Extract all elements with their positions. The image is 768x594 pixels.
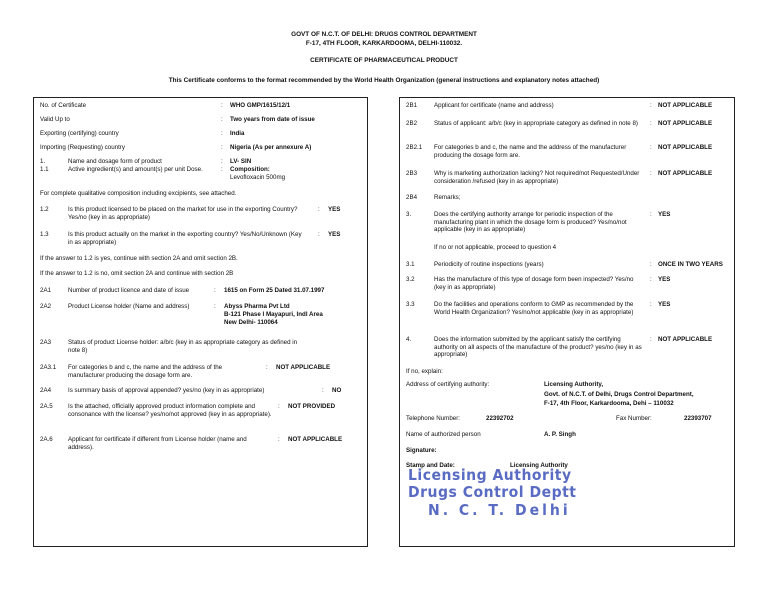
importing-label: Importing (Requesting) country xyxy=(40,144,125,151)
colon: : xyxy=(318,206,320,213)
q31-num: 3.1 xyxy=(406,261,415,268)
colon: : xyxy=(650,120,652,127)
fax-label: Fax Number: xyxy=(616,415,652,422)
telephone-value: 22392702 xyxy=(486,415,514,422)
b1-value: NOT APPLICABLE xyxy=(658,102,713,109)
stamp-line-3: N. C. T. Delhi xyxy=(428,502,571,520)
colon: : xyxy=(221,102,223,109)
signature-label: Signature: xyxy=(406,447,437,454)
b21-value: NOT APPLICABLE xyxy=(658,144,713,151)
item-1-num: 1. xyxy=(40,158,46,165)
if-no-label: If no, explain: xyxy=(406,368,443,375)
header-line-2: F-17, 4TH FLOOR, KARKARDOOMA, DELHI-110032. xyxy=(305,40,463,47)
a4-value: NO xyxy=(332,387,342,394)
stamp-line-2: Drugs Control Deptt xyxy=(408,484,577,502)
colon: : xyxy=(322,387,324,394)
colon: : xyxy=(278,436,280,443)
a6-num: 2A.6 xyxy=(40,436,53,443)
note-yes: If the answer to 1.2 is yes, continue with section 2A and omit section 2B. xyxy=(40,255,238,262)
header-line-1: GOVT OF N.C.T. OF DELHI: DRUGS CONTROL DEPARTMENT xyxy=(291,31,477,38)
q4-value: NOT APPLICABLE xyxy=(658,336,713,343)
authorized-person-label: Name of authorized person xyxy=(406,431,481,438)
valid-label: Valid Up to xyxy=(40,116,70,123)
a1-value: 1615 on Form 25 Dated 31.07.1997 xyxy=(224,287,325,294)
a2-value-2: B-121 Phase I Mayapuri, Indl Area xyxy=(224,311,323,318)
colon: : xyxy=(650,336,652,343)
b3-text: Why is marketing authorization lacking? Not required/not Requested/Under consideration /refused (key in as appropriate) xyxy=(434,170,640,185)
cert-no-label: No. of Certificate xyxy=(40,102,87,109)
colon: : xyxy=(650,211,652,218)
fax-value: 22393707 xyxy=(684,415,712,422)
b2-value: NOT APPLICABLE xyxy=(658,120,713,127)
a4-text: Is summary basis of approval appended? yes/no (key in as appropriate) xyxy=(68,387,265,394)
q4-text: Does the information submitted by the applicant satisfy the certifying authority on all aspects of the manufacture of the product? yes/no (key in as appropriate) xyxy=(434,336,642,359)
telephone-label: Telephone Number: xyxy=(406,415,461,422)
a2-text: Product License holder (Name and address) xyxy=(68,303,190,310)
colon: : xyxy=(650,301,652,308)
importing-value: Nigeria (As per annexure A) xyxy=(230,144,312,151)
colon: : xyxy=(650,276,652,283)
q13-answer: YES xyxy=(328,231,341,238)
q3-note: If no or not applicable, proceed to question 4 xyxy=(434,244,557,251)
note-no: If the answer to 1.2 is no, omit section 2A and continue with section 2B xyxy=(40,270,234,277)
q3-num: 3. xyxy=(406,211,412,218)
q33-num: 3.3 xyxy=(406,301,415,308)
colon: : xyxy=(278,403,280,410)
a31-text: For categories b and c, the name and the address of the manufacturer producing the dosage form are. xyxy=(68,364,223,379)
a1-text: Number of product licence and date of issue xyxy=(68,287,190,294)
q33-text: Do the facilities and operations conform to GMP as recommended by the World Health Organization? Yes/no/not applicable (key in as appropriate) xyxy=(434,301,634,316)
stamp-line-1: Licensing Authority xyxy=(408,467,572,485)
item-11-value-b: Levofloxacin 500mg xyxy=(230,174,286,181)
q13-text: Is this product actually on the market in the exporting country? Yes/No/Unknown (Key in as appropriate) xyxy=(68,231,302,246)
address-line-1: Licensing Authority, xyxy=(544,381,604,388)
colon: : xyxy=(318,231,320,238)
q33-value: YES xyxy=(658,301,671,308)
colon: : xyxy=(221,166,223,173)
a3-num: 2A3 xyxy=(40,339,52,346)
left-section xyxy=(33,97,368,547)
b3-value: NOT APPLICABLE xyxy=(658,170,713,177)
q13-num: 1.3 xyxy=(40,231,49,238)
a4-num: 2A4 xyxy=(40,387,52,394)
valid-value: Two years from date of issue xyxy=(230,116,315,123)
colon: : xyxy=(650,261,652,268)
a31-value: NOT APPLICABLE xyxy=(276,364,331,371)
authorized-person-value: A. P. Singh xyxy=(544,431,576,438)
b21-num: 2B2.1 xyxy=(406,144,423,151)
a31-num: 2A3.1 xyxy=(40,364,57,371)
q12-answer: YES xyxy=(328,206,341,213)
colon: : xyxy=(221,130,223,137)
colon: : xyxy=(214,303,216,310)
item-1-value: LV- SIN xyxy=(230,158,252,165)
a3-text: Status of product License holder: a/b/c (key in as appropriate category as defined in note 8) xyxy=(68,339,298,354)
certificate-subtitle: This Certificate conforms to the format recommended by the World Health Organization (general instructions and explanatory notes attached) xyxy=(168,77,600,84)
colon: : xyxy=(650,102,652,109)
a6-text: Applicant for certificate if different from License holder (name and address). xyxy=(68,436,247,451)
b1-text: Applicant for certificate (name and address) xyxy=(434,102,554,109)
item-1-label: Name and dosage form of product xyxy=(68,158,162,165)
address-label: Address of certifying authority: xyxy=(406,381,490,388)
item-11-num: 1.1 xyxy=(40,166,49,173)
colon: : xyxy=(650,170,652,177)
b3-num: 2B3 xyxy=(406,170,418,177)
a2-value-1: Abyss Pharma Pvt Ltd xyxy=(224,303,290,310)
b1-num: 2B1 xyxy=(406,102,418,109)
q12-text: Is this product licensed to be placed on the market for use in the exporting Country? Yes/no (key in as appropriate) xyxy=(68,206,298,221)
q3-text: Does the certifying authority arrange for periodic inspection of the manufacturing plant in which the dosage form is produced? Yes/no/not applicable (key in as appropriate) xyxy=(434,211,627,234)
q32-num: 3.2 xyxy=(406,276,415,283)
a6-value: NOT APPLICABLE xyxy=(288,436,343,443)
a2-value-3: New Delhi- 110064 xyxy=(224,319,278,326)
q31-text: Periodicity of routine inspections (years) xyxy=(434,261,544,268)
a5-text: Is the attached, officially approved product information complete and consonance with the license? yes/no/not approved (key in as appropriate). xyxy=(68,403,272,418)
exporting-label: Exporting (certifying) country xyxy=(40,130,119,137)
q4-num: 4. xyxy=(406,336,412,343)
a5-num: 2A.5 xyxy=(40,403,53,410)
certificate-title: CERTIFICATE OF PHARMACEUTICAL PRODUCT xyxy=(310,57,458,64)
colon: : xyxy=(266,364,268,371)
b4-text: Remarks; xyxy=(434,194,461,201)
exporting-value: India xyxy=(230,130,245,137)
q32-text: Has the manufacture of this type of dosage form been inspected? Yes/no (key in as appropriate) xyxy=(434,276,634,291)
q31-value: ONCE IN TWO YEARS xyxy=(658,261,723,268)
address-line-3: F-17, 4th Floor, Karkardooma, Dehi – 110032 xyxy=(544,400,674,407)
item-11-value-a: Composition: xyxy=(230,166,270,173)
b2-num: 2B2 xyxy=(406,120,418,127)
item-11-label: Active ingredient(s) and amount(s) per unit Dose. xyxy=(68,166,203,173)
composition-note: For complete qualitative composition including excipients, see attached. xyxy=(40,190,237,197)
colon: : xyxy=(650,144,652,151)
b2-text: Status of applicant: a/b/c (key in appropriate category as defined in note 8) xyxy=(434,120,638,127)
colon: : xyxy=(221,144,223,151)
q32-value: YES xyxy=(658,276,671,283)
colon: : xyxy=(221,158,223,165)
cert-no-value: WHO GMP/1615/12/1 xyxy=(230,102,291,109)
stamp-date-value: Licensing Authority xyxy=(510,462,568,469)
colon: : xyxy=(221,116,223,123)
a5-value: NOT PROVIDED xyxy=(288,403,336,410)
b21-text: For categories b and c, the name and the address of the manufacturer producing the dosage form are. xyxy=(434,144,627,159)
a1-num: 2A1 xyxy=(40,287,52,294)
q3-value: YES xyxy=(658,211,671,218)
colon: : xyxy=(214,287,216,294)
address-line-2: Govt. of N.C.T. of Delhi, Drugs Control Department, xyxy=(544,391,694,398)
b4-num: 2B4 xyxy=(406,194,418,201)
a2-num: 2A2 xyxy=(40,303,52,310)
q12-num: 1.2 xyxy=(40,206,49,213)
stamp-date-label: Stamp and Date: xyxy=(406,462,455,469)
